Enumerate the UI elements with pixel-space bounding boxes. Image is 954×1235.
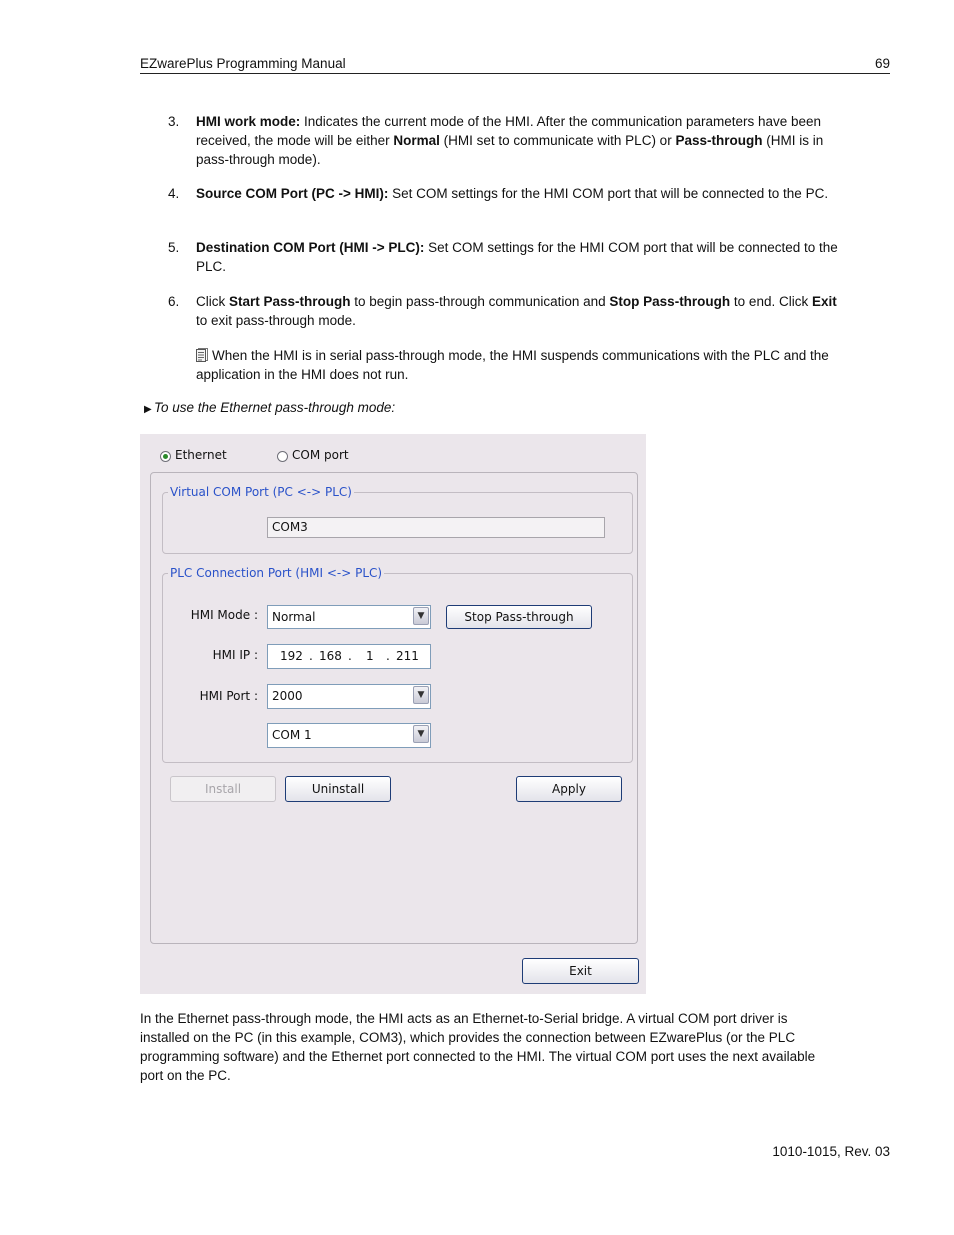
hmi-port-value: 2000 [272, 689, 303, 703]
ip-separator: . [348, 649, 352, 663]
ip-octet-3[interactable]: 1 [366, 649, 374, 663]
stop-pass-through-button[interactable]: Stop Pass-through [446, 605, 592, 629]
note-paragraph [196, 346, 846, 384]
ethernet-radio-label[interactable]: Ethernet [175, 448, 227, 462]
list-item-destination-com [168, 238, 840, 278]
install-button[interactable]: Install [170, 776, 276, 802]
hmi-port-select[interactable] [267, 684, 431, 709]
exit-button[interactable]: Exit [522, 958, 639, 984]
uninstall-button[interactable]: Uninstall [285, 776, 391, 802]
list-number: 6. [168, 294, 180, 309]
com-port-radio[interactable] [277, 451, 288, 462]
virtual-com-group-title: Virtual COM Port (PC <-> PLC) [170, 485, 352, 499]
apply-button[interactable]: Apply [516, 776, 622, 802]
hmi-port-label: HMI Port : [199, 689, 258, 703]
list-text: HMI work mode: Indicates the current mode of the HMI. After the communication parameters have been received, the mode will be either Normal (HMI set to communicate with PLC) or Pass-through (HMI is in pass-through mode). [196, 114, 824, 167]
ip-octet-1[interactable]: 192 [280, 649, 303, 663]
note-text: When the HMI is in serial pass-through mode, the HMI suspends communications with the PLC and the application in the HMI does not run. [196, 348, 829, 382]
ip-octet-2[interactable]: 168 [319, 649, 342, 663]
com-port-value: COM 1 [272, 728, 312, 742]
hmi-ip-field[interactable] [267, 644, 431, 669]
note-icon [196, 348, 208, 362]
hmi-ip-label: HMI IP : [212, 648, 258, 662]
chevron-down-icon[interactable]: ▼ [413, 725, 429, 743]
list-text: Source COM Port (PC -> HMI): Set COM settings for the HMI COM port that will be connected to the PC. [196, 186, 829, 201]
procedure-text: To use the Ethernet pass-through mode: [154, 400, 396, 415]
page-number: 69 [874, 56, 890, 71]
com-port-radio-label[interactable]: COM port [292, 448, 349, 462]
list-number: 5. [168, 240, 180, 255]
hmi-mode-select[interactable] [267, 605, 431, 629]
virtual-com-field: COM3 [267, 517, 605, 538]
procedure-heading [144, 400, 395, 415]
ethernet-radio[interactable] [160, 451, 171, 462]
list-item-source-com [168, 184, 840, 224]
list-number: 3. [168, 114, 180, 129]
chevron-down-icon[interactable]: ▼ [413, 607, 429, 625]
chevron-down-icon[interactable]: ▼ [413, 686, 429, 704]
hmi-mode-label: HMI Mode : [190, 608, 258, 622]
arrow-right-icon: ▶ [144, 404, 152, 415]
list-number: 4. [168, 186, 180, 201]
ip-separator: . [386, 649, 390, 663]
pass-through-dialog [140, 434, 646, 994]
list-text: Destination COM Port (HMI -> PLC): Set COM settings for the HMI COM port that will be connected to the PLC. [196, 240, 838, 274]
ip-octet-4[interactable]: 211 [396, 649, 419, 663]
list-text: Click Start Pass-through to begin pass-through communication and Stop Pass-through to end. Click Exit to exit pass-through mode. [196, 294, 837, 328]
hmi-mode-value: Normal [272, 610, 316, 624]
body-paragraph: In the Ethernet pass-through mode, the HMI acts as an Ethernet-to-Serial bridge. A virtual COM port driver is installed on the PC (in this example, COM3), which provides the connection between EZwarePlus (or the PLC programming software) and the Ethernet port connected to the HMI. The virtual COM port uses the next available port on the PC. [140, 1011, 816, 1083]
ip-separator: . [309, 649, 313, 663]
plc-connection-group-title: PLC Connection Port (HMI <-> PLC) [170, 566, 383, 580]
list-item-hmi-work-mode [168, 112, 840, 172]
com-port-select[interactable] [267, 723, 431, 748]
list-item-start-stop [168, 292, 840, 332]
header-rule [140, 73, 890, 74]
document-revision: 1010-1015, Rev. 03 [772, 1144, 890, 1159]
document-title: EZwarePlus Programming Manual [140, 56, 346, 71]
